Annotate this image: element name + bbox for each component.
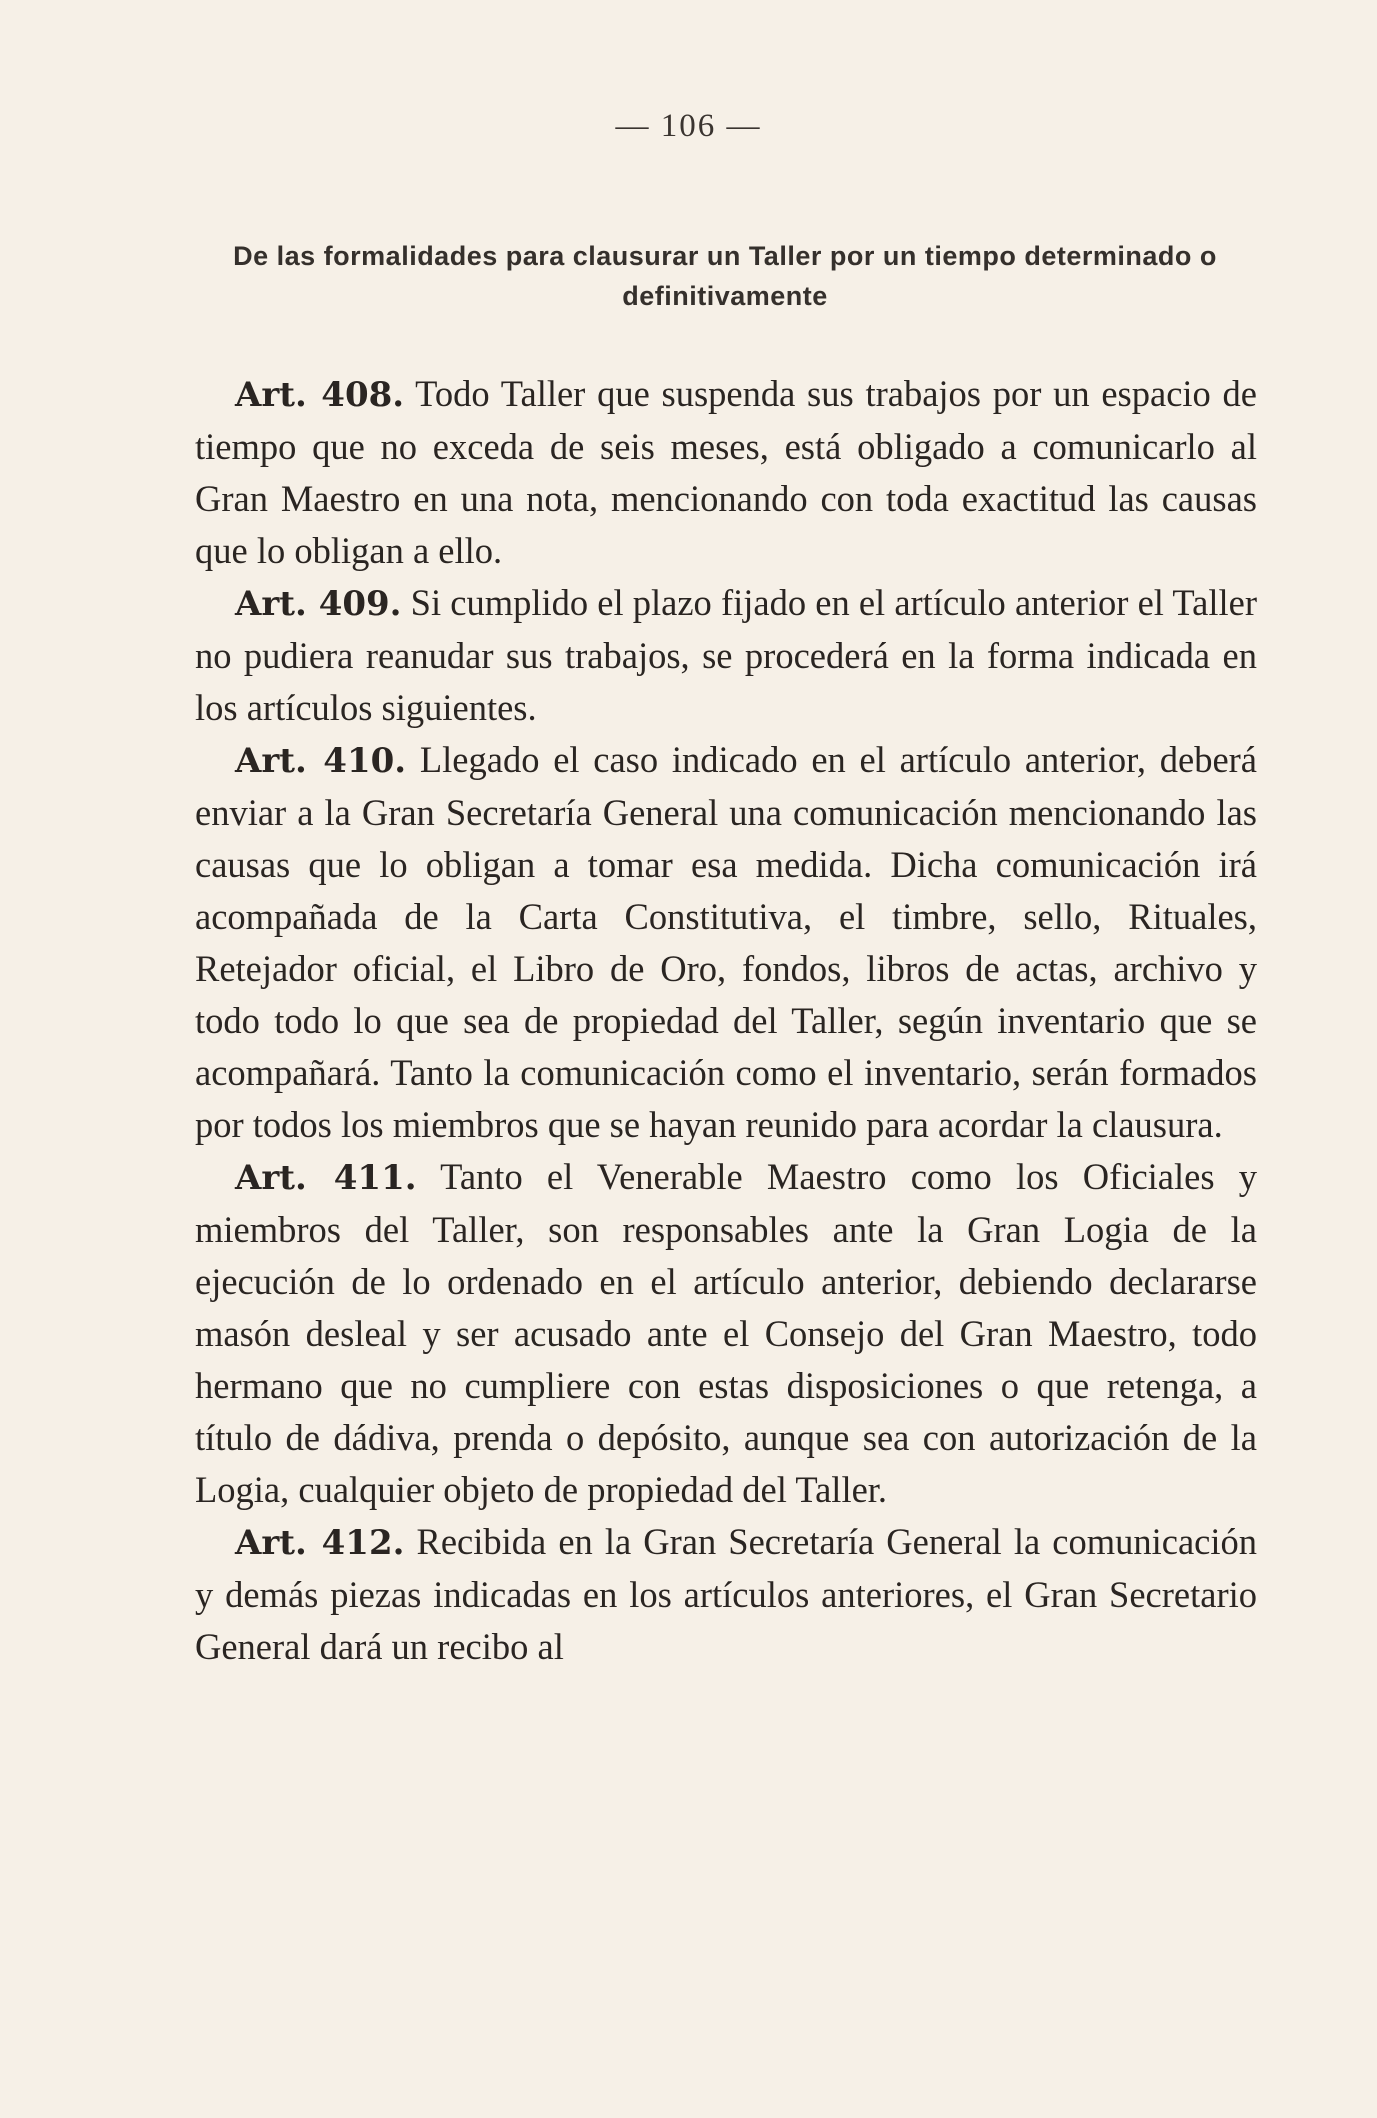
article-409 [195,577,1257,734]
body-text [195,368,1257,1673]
article-text: Recibida en la Gran Secretaría General la comunicación y demás piezas indicadas en los artículos anteriores, el Gran Secretario General dará un recibo al [195,1521,1257,1667]
section-heading: De las formalidades para clausurar un Taller por un tiempo determinado o definitivamente [233,241,1217,311]
article-label: Art. 411. [235,1158,417,1198]
article-408 [195,368,1257,577]
article-410 [195,734,1257,1151]
article-label: Art. 409. [235,584,402,624]
article-label: Art. 412. [235,1523,405,1563]
page-number: — 106 — [615,108,762,144]
article-text: Todo Taller que suspenda sus trabajos por un espacio de tiempo que no exceda de seis meses, está obligado a comunicarlo al Gran Maestro en una nota, mencionando con toda exactitud las causas que lo obligan a ello. [195,373,1257,571]
article-text: Tanto el Venerable Maestro como los Oficiales y miembros del Taller, son responsables ante la Gran Logia de la ejecución de lo ordenado en el artículo anterior, debiendo declararse masón desleal y ser acusado ante el Consejo del Gran Maestro, todo hermano que no cumpliere con estas disposiciones o que retenga, a título de dádiva, prenda o depósito, aunque sea con autorización de la Logia, cualquier objeto de propiedad del Taller. [195,1156,1257,1510]
article-text: Si cumplido el plazo fijado en el artículo anterior el Taller no pudiera reanudar sus trabajos, se procederá en la forma indicada en los artículos siguientes. [195,582,1258,728]
article-label: Art. 408. [235,375,405,415]
article-text: Llegado el caso indicado en el artículo anterior, deberá enviar a la Gran Secretaría General una comunicación mencionando las causas que lo obligan a tomar esa medida. Dicha comunicación irá acompañada de la Carta Constitutiva, el timbre, sello, Rituales, Retejador oficial, el Libro de Oro, fondos, libros de actas, archivo y todo todo lo que sea de propiedad del Taller, según inventario que se acompañará. Tanto la comunicación como el inventario, serán formados por todos los miembros que se hayan reunido para acordar la clausura. [195,739,1257,1145]
article-label: Art. 410. [235,741,407,781]
article-412 [195,1516,1257,1673]
article-411 [195,1151,1257,1516]
